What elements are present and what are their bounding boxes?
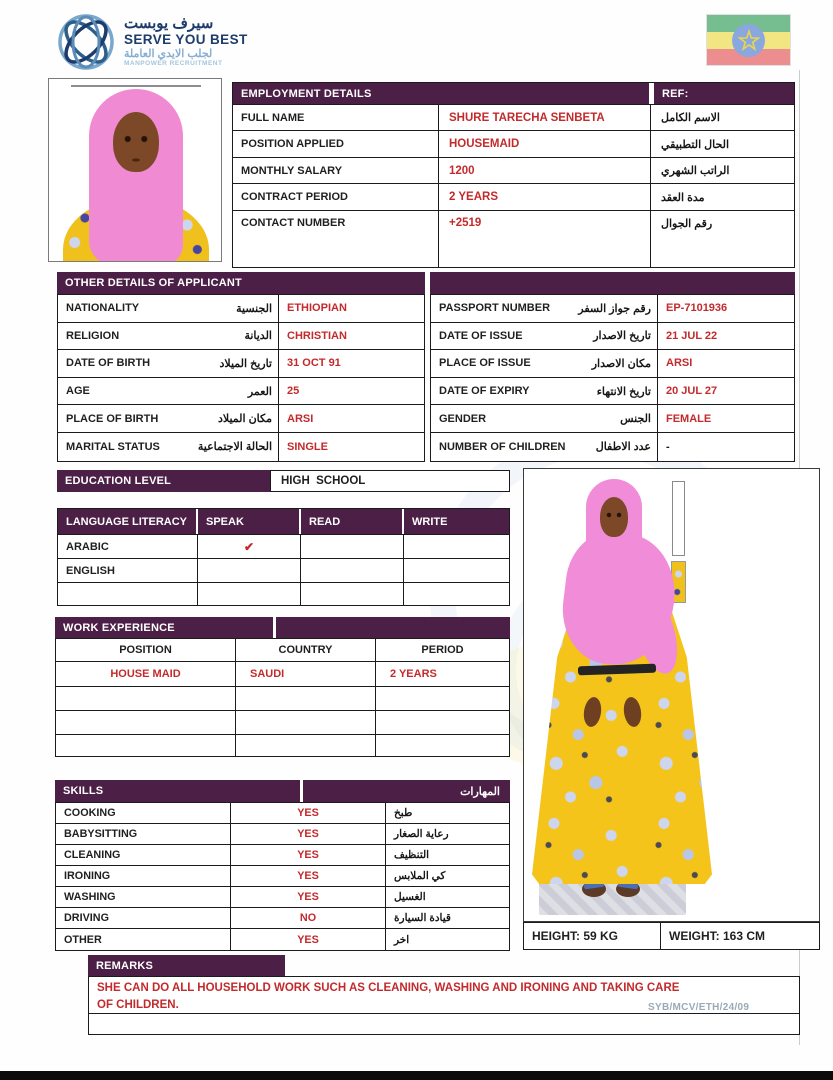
position-cell: HOUSE MAID — [56, 662, 236, 686]
field-value: 20 JUL 27 — [666, 385, 718, 398]
other-details-right-table — [430, 294, 795, 462]
speak-cell — [198, 583, 301, 605]
table-row — [233, 105, 794, 131]
other-details-header: OTHER DETAILS OF APPLICANT — [57, 272, 425, 294]
field-label: FULL NAME — [233, 105, 439, 130]
speak-cell — [198, 559, 301, 582]
field-value: ARSI — [287, 412, 314, 425]
employment-details-header: EMPLOYMENT DETAILS — [233, 83, 649, 104]
skill-name: CLEANING — [56, 845, 231, 865]
skill-name: COOKING — [56, 803, 231, 823]
agency-name-arabic: سيرف يوبست — [124, 15, 214, 32]
field-label-arabic: تاريخ الميلاد — [219, 357, 272, 370]
period-cell — [376, 687, 509, 710]
skill-value: YES — [231, 803, 386, 823]
field-value: 1200 — [439, 158, 651, 183]
table-row — [56, 662, 509, 687]
skill-name: WASHING — [56, 887, 231, 907]
height-weight-table — [523, 922, 820, 950]
column-header: WRITE — [404, 509, 509, 534]
skills-title: SKILLS — [63, 785, 104, 797]
table-row — [56, 824, 509, 845]
remarks-text: SHE CAN DO ALL HOUSEHOLD WORK SUCH AS CLEANING, WASHING AND IRONING AND TAKING CARE OF CHILDREN. — [97, 982, 680, 1011]
field-value: - — [666, 440, 670, 453]
field-label: NATIONALITY — [66, 302, 140, 315]
field-value: ARSI — [666, 357, 693, 370]
education-level-value: HIGH SCHOOL — [270, 470, 510, 492]
work-experience-header-row — [56, 639, 509, 662]
field-value: SHURE TARECHA SENBETA — [439, 105, 651, 130]
height-value: HEIGHT: 59 KG — [524, 923, 661, 949]
checkmark-icon: ✔ — [243, 539, 255, 554]
column-header: LANGUAGE LITERACY — [58, 509, 198, 534]
write-cell — [404, 535, 509, 558]
table-row — [431, 295, 794, 323]
field-label: RELIGION — [66, 329, 120, 342]
table-row — [58, 582, 509, 605]
flag-emblem — [732, 24, 765, 57]
work-experience-header — [55, 617, 510, 638]
table-row — [56, 929, 509, 950]
skill-name: IRONING — [56, 866, 231, 886]
table-row — [233, 158, 794, 184]
ref-header: REF: — [654, 83, 794, 104]
education-level-header: EDUCATION LEVEL — [57, 470, 270, 492]
position-cell — [56, 711, 236, 734]
agency-name-english: SERVE YOU BEST — [124, 32, 248, 47]
field-label-arabic: مدة العقد — [661, 191, 705, 204]
read-cell — [301, 559, 404, 582]
table-row — [56, 908, 509, 929]
scan-bottom-bar — [0, 1071, 833, 1080]
table-row — [56, 845, 509, 866]
table-row — [58, 433, 424, 461]
skill-name: DRIVING — [56, 908, 231, 928]
period-cell: 2 YEARS — [390, 668, 437, 680]
face — [600, 497, 628, 537]
skill-value: NO — [231, 908, 386, 928]
table-row — [431, 323, 794, 351]
table-row — [431, 350, 794, 378]
write-cell — [404, 583, 509, 605]
weight-value: WEIGHT: 163 CM — [669, 929, 766, 943]
position-cell — [56, 735, 236, 756]
field-label-arabic: الراتب الشهري — [661, 165, 730, 177]
field-value: 25 — [287, 385, 300, 398]
other-details-header-right — [430, 272, 795, 294]
table-row — [58, 323, 424, 351]
field-label-arabic: الجنسية — [236, 302, 272, 315]
other-details-left-table — [57, 294, 425, 462]
field-label-arabic: تاريخ الاصدار — [593, 330, 651, 343]
skill-value: YES — [231, 866, 386, 886]
agency-logo — [56, 12, 248, 72]
field-label: PLACE OF ISSUE — [439, 357, 531, 370]
field-label: CONTACT NUMBER — [233, 211, 439, 267]
country-cell — [236, 711, 376, 734]
field-label-arabic: الاسم الكامل — [661, 112, 720, 124]
photo-top-line — [71, 85, 201, 87]
language-literacy-table — [57, 508, 510, 606]
field-label-arabic: العمر — [247, 385, 272, 398]
applicant-full-body-photo — [523, 468, 820, 922]
field-label: CONTRACT PERIOD — [233, 184, 439, 210]
document-code: SYB/MCV/ETH/24/09 — [648, 1002, 750, 1013]
skill-name-arabic: اخر — [394, 933, 410, 946]
skill-name-arabic: قيادة السيارة — [394, 912, 451, 924]
table-row — [56, 687, 509, 711]
field-label-arabic: مكان الاصدار — [591, 357, 651, 370]
skills-title-arabic: المهارات — [460, 785, 500, 798]
field-value: 31 OCT 91 — [287, 357, 341, 370]
work-experience-title: WORK EXPERIENCE — [63, 621, 175, 634]
table-row — [58, 350, 424, 378]
column-header: POSITION — [56, 639, 236, 661]
skills-header — [55, 780, 510, 802]
table-row — [58, 534, 509, 558]
field-value: 21 JUL 22 — [666, 329, 718, 342]
skill-name-arabic: رعاية الصغار — [394, 828, 449, 840]
employment-details-table — [232, 82, 795, 268]
remarks-empty-row — [89, 1013, 799, 1034]
table-row — [56, 866, 509, 887]
field-label: DATE OF ISSUE — [439, 329, 523, 342]
field-label: AGE — [66, 385, 90, 398]
table-row — [58, 295, 424, 323]
read-cell — [301, 535, 404, 558]
field-value: 2 YEARS — [439, 184, 651, 210]
language-name: ENGLISH — [58, 559, 198, 582]
position-cell — [56, 687, 236, 710]
table-row — [58, 405, 424, 433]
write-cell — [404, 559, 509, 582]
table-row — [56, 735, 509, 756]
field-label: MONTHLY SALARY — [233, 158, 439, 183]
field-value: SINGLE — [287, 440, 328, 453]
skill-name: OTHER — [56, 929, 231, 950]
measuring-strip — [672, 481, 685, 556]
table-row — [233, 211, 794, 267]
field-label: MARITAL STATUS — [66, 440, 160, 453]
language-name: ARABIC — [58, 535, 198, 558]
field-label: DATE OF BIRTH — [66, 357, 151, 370]
field-value: CHRISTIAN — [287, 329, 347, 342]
work-experience-table — [55, 638, 510, 757]
country-cell — [236, 687, 376, 710]
applicant-portrait-photo — [48, 78, 222, 262]
field-label-arabic: الجنس — [620, 413, 651, 426]
column-header: SPEAK — [198, 509, 301, 534]
ethiopia-flag-icon — [707, 15, 790, 65]
period-cell — [376, 711, 509, 734]
employment-details-header-row — [233, 83, 794, 105]
table-row — [431, 405, 794, 433]
globe-logo-icon — [56, 12, 116, 72]
read-cell — [301, 583, 404, 605]
skill-value: YES — [231, 824, 386, 844]
period-cell — [376, 735, 509, 756]
skill-value: YES — [231, 929, 386, 950]
country-cell — [236, 735, 376, 756]
agency-tagline-arabic: لجلب الايدي العاملة — [124, 48, 213, 60]
field-label-arabic: رقم الجوال — [661, 218, 713, 230]
table-row — [431, 433, 794, 461]
field-value: FEMALE — [666, 412, 712, 425]
field-label-arabic: الحالة الاجتماعية — [197, 441, 272, 454]
field-label-arabic: تاريخ الانتهاء — [596, 385, 651, 398]
skills-table — [55, 802, 510, 951]
header-divider — [300, 780, 303, 802]
skill-value: YES — [231, 887, 386, 907]
column-header: READ — [301, 509, 404, 534]
field-label: PASSPORT NUMBER — [439, 302, 551, 315]
table-row — [56, 803, 509, 824]
field-value: HOUSEMAID — [439, 131, 651, 157]
column-header: COUNTRY — [236, 639, 376, 661]
language-name — [58, 583, 198, 605]
field-value: ETHIOPIAN — [287, 302, 347, 315]
table-row — [233, 184, 794, 211]
country-cell: SAUDI — [236, 662, 376, 686]
field-label: PLACE OF BIRTH — [66, 412, 159, 425]
field-label-arabic: عدد الاطفال — [595, 441, 651, 454]
column-header: PERIOD — [421, 644, 464, 656]
skill-name-arabic: التنظيف — [394, 849, 430, 861]
table-row — [431, 378, 794, 406]
remarks-header: REMARKS — [88, 955, 285, 976]
field-value: +2519 — [439, 211, 651, 267]
field-label: POSITION APPLIED — [233, 131, 439, 157]
skill-value: YES — [231, 845, 386, 865]
skill-name: BABYSITTING — [56, 824, 231, 844]
field-label-arabic: رقم جواز السفر — [578, 302, 651, 315]
table-row — [58, 378, 424, 406]
table-row — [233, 131, 794, 158]
table-row — [58, 558, 509, 582]
skill-name-arabic: الغسيل — [394, 891, 426, 903]
skill-name-arabic: كي الملابس — [394, 870, 446, 882]
language-literacy-header-row — [58, 509, 509, 534]
header-divider — [273, 617, 276, 638]
portrait-face — [113, 112, 159, 172]
table-row — [56, 711, 509, 735]
field-label: NUMBER OF CHILDREN — [439, 440, 566, 453]
field-label-arabic: مكان الميلاد — [217, 413, 272, 426]
agency-logo-text — [124, 12, 248, 72]
agency-tagline-english: MANPOWER RECRUITMENT — [124, 60, 223, 67]
field-label-arabic: الديانة — [244, 330, 272, 343]
field-label: DATE OF EXPIRY — [439, 385, 530, 398]
field-label-arabic: الحال التطبيقي — [661, 138, 730, 151]
skill-name-arabic: طبخ — [394, 807, 413, 819]
field-label: GENDER — [439, 412, 487, 425]
field-value: EP-7101936 — [666, 302, 728, 315]
table-row — [56, 887, 509, 908]
